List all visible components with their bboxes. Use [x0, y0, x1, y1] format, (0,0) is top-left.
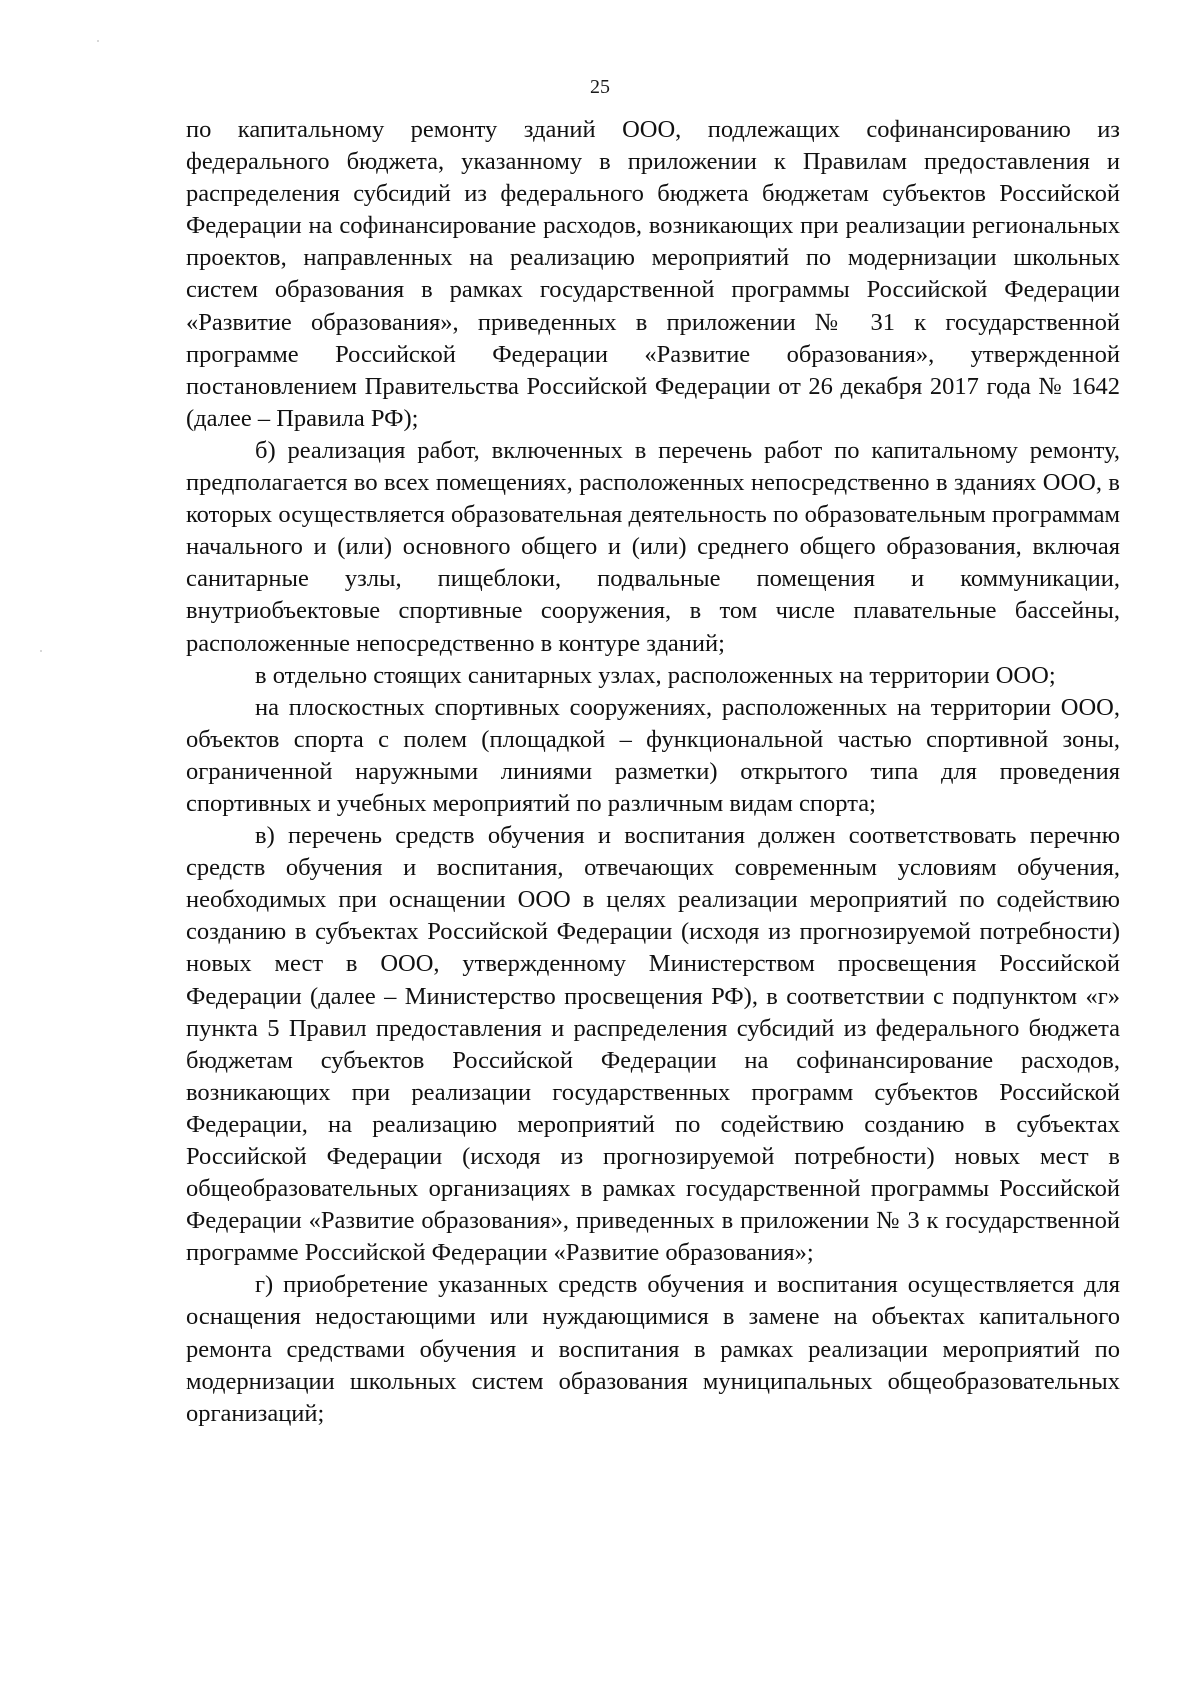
page-number: 25 — [590, 76, 610, 98]
paragraph-item-b: б) реализация работ, включенных в перечень работ по капитальному ремонту, предполагается во всех помещениях, расположенных непосредственно в зданиях ООО, в которых осуществляется образовательная деятельность по образовательным программам начального и (или) основного общего и (или) среднего общего образования, включая санитарные узлы, пищеблоки, подвальные помещения и коммуникации, внутриобъектовые спортивные сооружения, в том числе плавательные бассейны, расположенные непосредственно в контуре зданий; — [186, 436, 1120, 657]
scan-speck — [40, 650, 42, 652]
document-body — [186, 114, 1120, 1430]
paragraph-sanitary-units: в отдельно стоящих санитарных узлах, расположенных на территории ООО; — [255, 661, 1056, 689]
scan-speck — [97, 40, 99, 42]
paragraph-continuation: по капитальному ремонту зданий ООО, подлежащих софинансированию из федерального бюджета, указанному в приложении к Правилам предоставления и распределения субсидий из федерального бюджета бюджетам субъектов Российской Федерации на софинансирование расходов, возникающих при реализации региональных проектов, направленных на реализацию мероприятий по модернизации школьных систем образования в рамках государственной программы Российской Федерации «Развитие образования», приведенных в приложении № 31 к государственной программе Российской Федерации «Развитие образования», утвержденной постановлением Правительства Российской Федерации от 26 декабря 2017 года № 1642 (далее – Правила РФ); — [186, 116, 1120, 432]
paragraph-sports-facilities: на плоскостных спортивных сооружениях, расположенных на территории ООО, объектов спорта с полем (площадкой – функциональной частью спортивной зоны, ограниченной наружными линиями разметки) открытого типа для проведения спортивных и учебных мероприятий по различным видам спорта; — [186, 693, 1120, 817]
paragraph-item-v: в) перечень средств обучения и воспитания должен соответствовать перечню средств обучения и воспитания, отвечающих современным условиям обучения, необходимых при оснащении ООО в целях реализации мероприятий по содействию созданию в субъектах Российской Федерации (исходя из прогнозируемой потребности) новых мест в ООО, утвержденному Министерством просвещения Российской Федерации (далее – Министерство просвещения РФ), в соответствии с подпунктом «г» пункта 5 Правил предоставления и распределения субсидий из федерального бюджета бюджетам субъектов Российской Федерации на софинансирование расходов, возникающих при реализации государственных программ субъектов Российской Федерации, на реализацию мероприятий по содействию созданию в субъектах Российской Федерации (исходя из прогнозируемой потребности) новых мест в общеобразовательных организациях в рамках государственной программы Российской Федерации «Развитие образования», приведенных в приложении № 3 к государственной программе Российской Федерации «Развитие образования»; — [186, 822, 1120, 1267]
paragraph-item-g: г) приобретение указанных средств обучения и воспитания осуществляется для оснащения недостающими или нуждающимися в замене на объектах капитального ремонта средствами обучения и воспитания в рамках реализации мероприятий по модернизации школьных систем образования муниципальных общеобразовательных организаций; — [186, 1271, 1120, 1427]
